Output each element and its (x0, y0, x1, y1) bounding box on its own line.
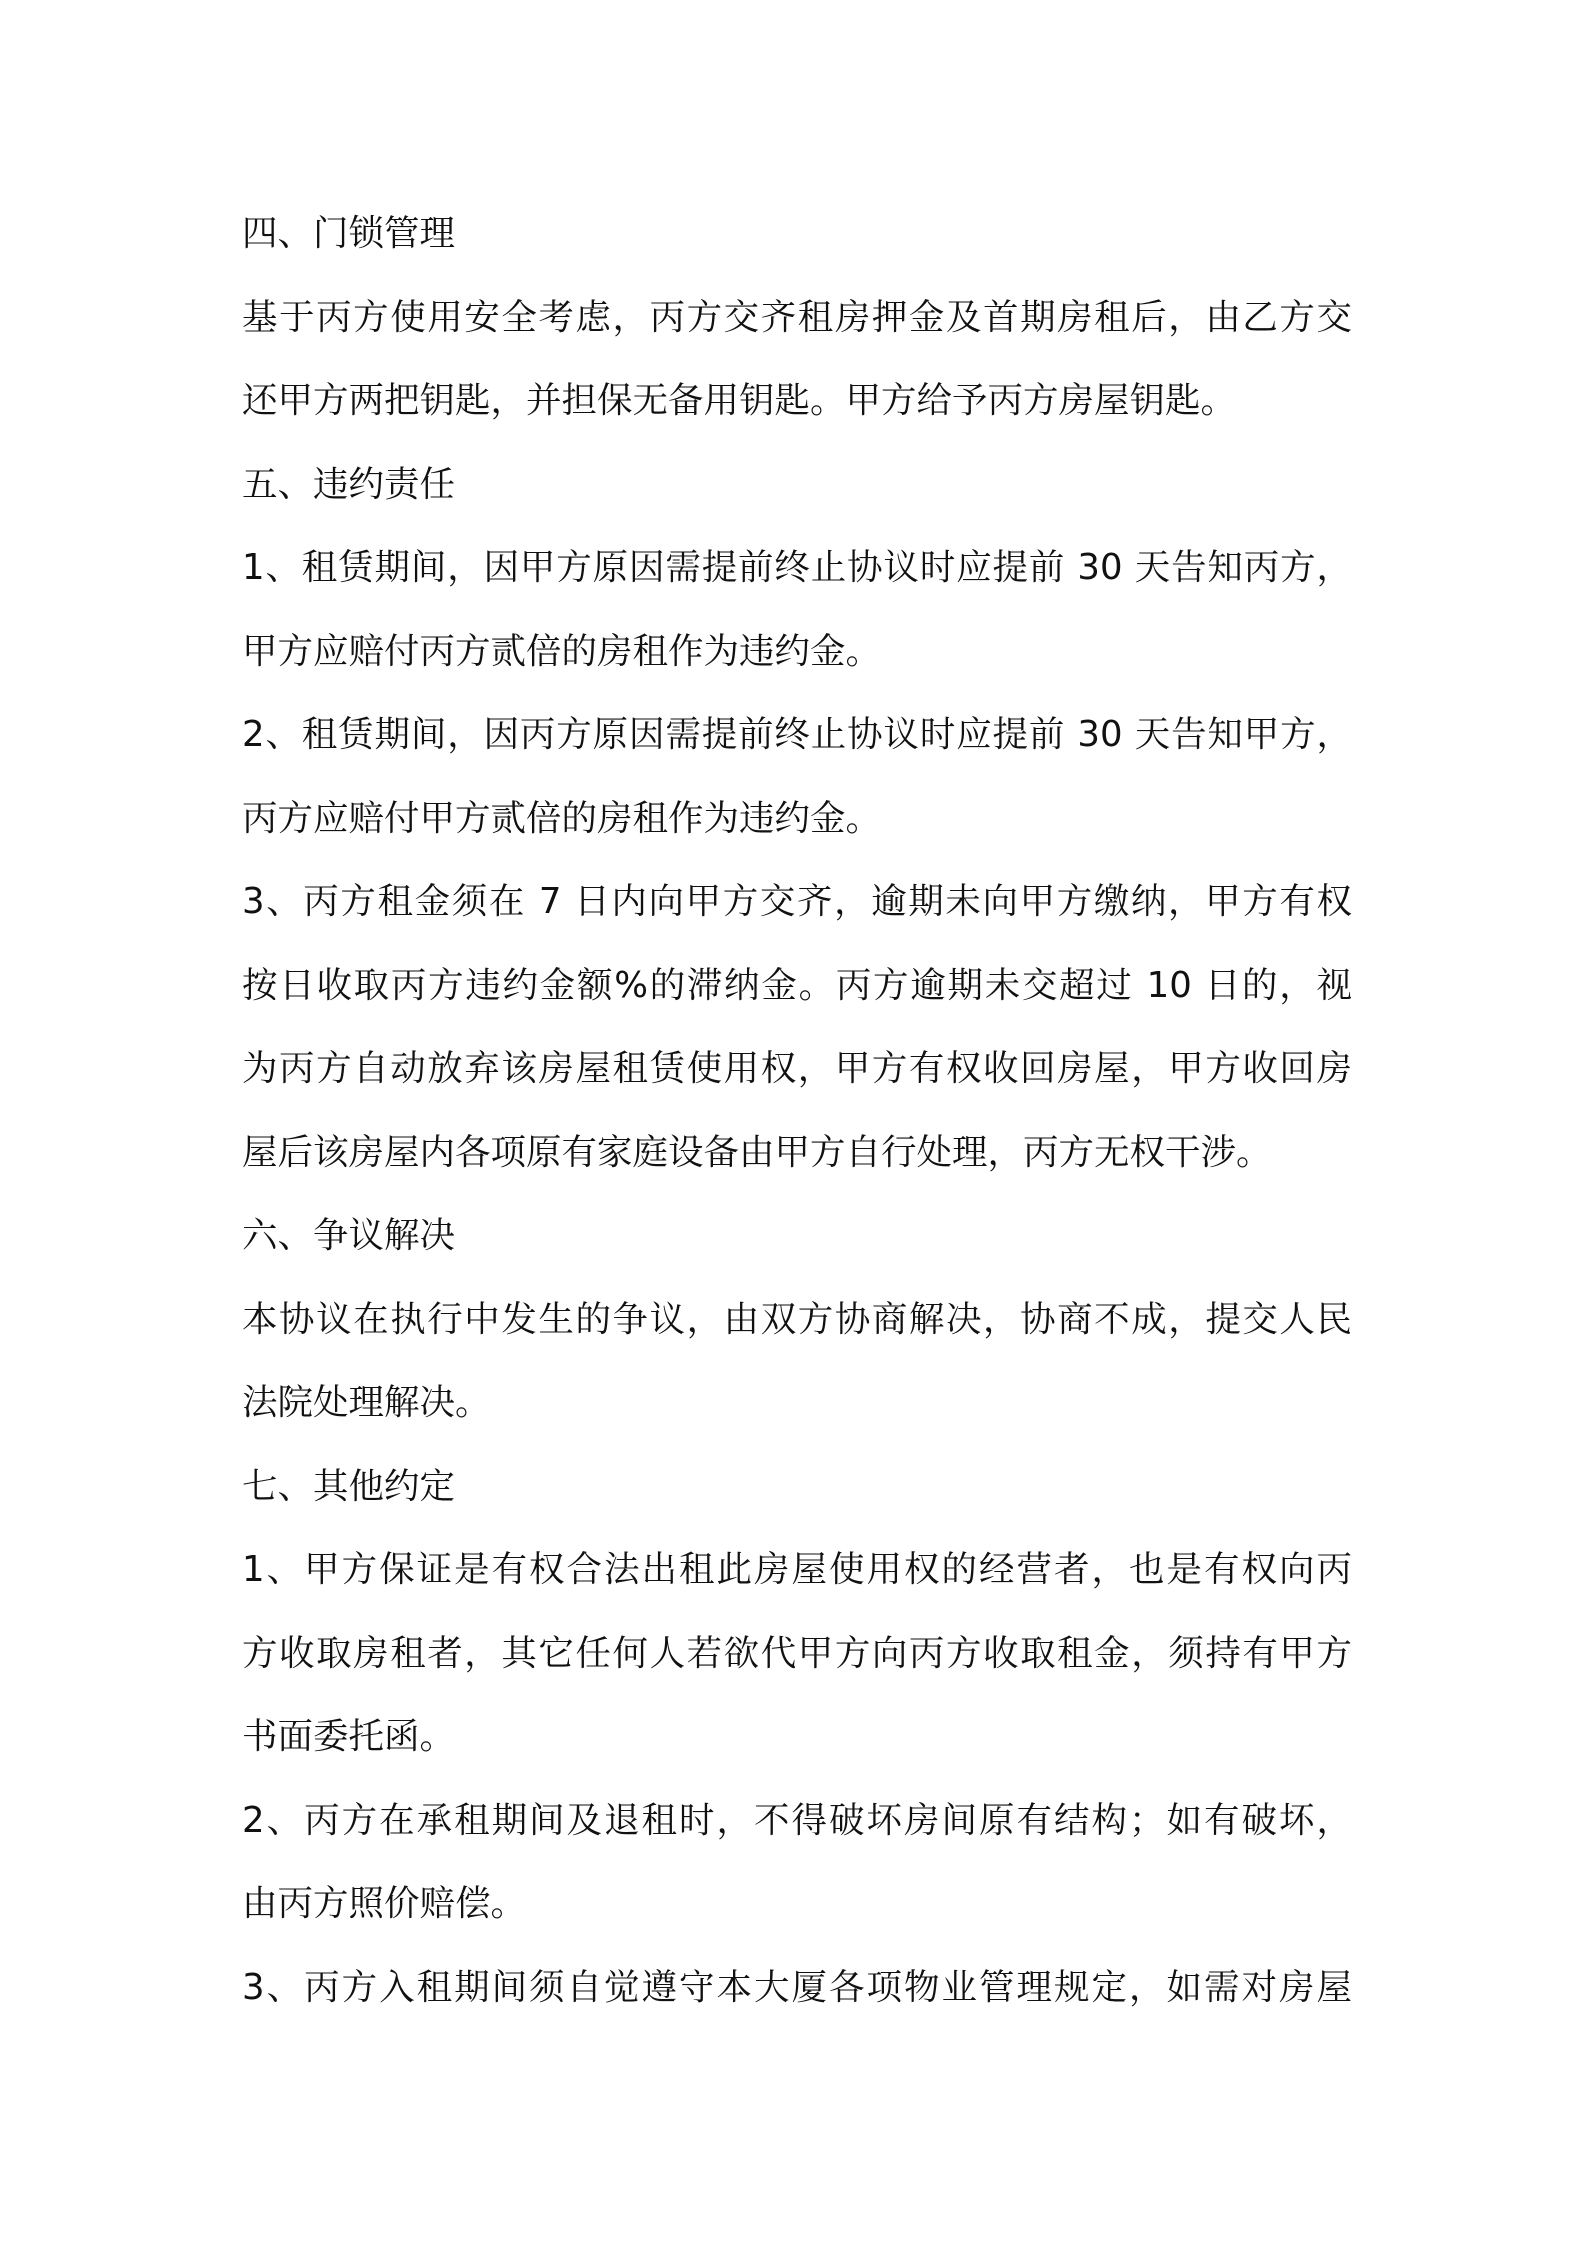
paragraph-line: 本协议在执行中发生的争议，由双方协商解决，协商不成，提交人民 (242, 1298, 1352, 1340)
paragraph-line: 1、租赁期间，因甲方原因需提前终止协议时应提前 30 天告知丙方， (242, 547, 1352, 588)
paragraph-line: 屋后该房屋内各项原有家庭设备由甲方自行处理，丙方无权干涉。 (242, 1131, 1272, 1173)
paragraph-line: 方收取房租者，其它任何人若欲代甲方向丙方收取租金，须持有甲方 (242, 1632, 1352, 1674)
paragraph-line: 3、丙方租金须在 7 日内向甲方交齐，逾期未向甲方缴纳，甲方有权 (242, 881, 1352, 922)
section-heading-breach-liability: 五、违约责任 (242, 463, 456, 505)
paragraph-line: 2、丙方在承租期间及退租时，不得破坏房间原有结构；如有破坏， (242, 1799, 1352, 1841)
document-body (242, 192, 1352, 2029)
section-heading-dispute-resolution: 六、争议解决 (242, 1215, 456, 1256)
paragraph-line: 法院处理解决。 (242, 1382, 491, 1423)
paragraph-line: 2、租赁期间，因丙方原因需提前终止协议时应提前 30 天告知甲方， (242, 714, 1352, 755)
paragraph-line: 还甲方两把钥匙，并担保无备用钥匙。甲方给予丙方房屋钥匙。 (242, 380, 1237, 421)
paragraph-line: 甲方应赔付丙方贰倍的房租作为违约金。 (242, 630, 882, 672)
paragraph-line: 书面委托函。 (242, 1716, 456, 1757)
paragraph-line: 1、甲方保证是有权合法出租此房屋使用权的经营者，也是有权向丙 (242, 1549, 1352, 1590)
paragraph-line: 按日收取丙方违约金额%的滞纳金。丙方逾期未交超过 10 日的，视 (242, 964, 1352, 1006)
paragraph-line: 由丙方照价赔偿。 (242, 1883, 527, 1924)
section-heading-lock-management: 四、门锁管理 (242, 213, 456, 254)
paragraph-line: 3、丙方入租期间须自觉遵守本大厦各项物业管理规定，如需对房屋 (242, 1966, 1352, 2008)
paragraph-line: 为丙方自动放弃该房屋租赁使用权，甲方有权收回房屋，甲方收回房 (242, 1048, 1352, 1089)
section-heading-other-agreements: 七、其他约定 (242, 1465, 456, 1507)
paragraph-line: 丙方应赔付甲方贰倍的房租作为违约金。 (242, 797, 882, 839)
paragraph-line: 基于丙方使用安全考虑，丙方交齐租房押金及首期房租后，由乙方交 (242, 296, 1352, 338)
